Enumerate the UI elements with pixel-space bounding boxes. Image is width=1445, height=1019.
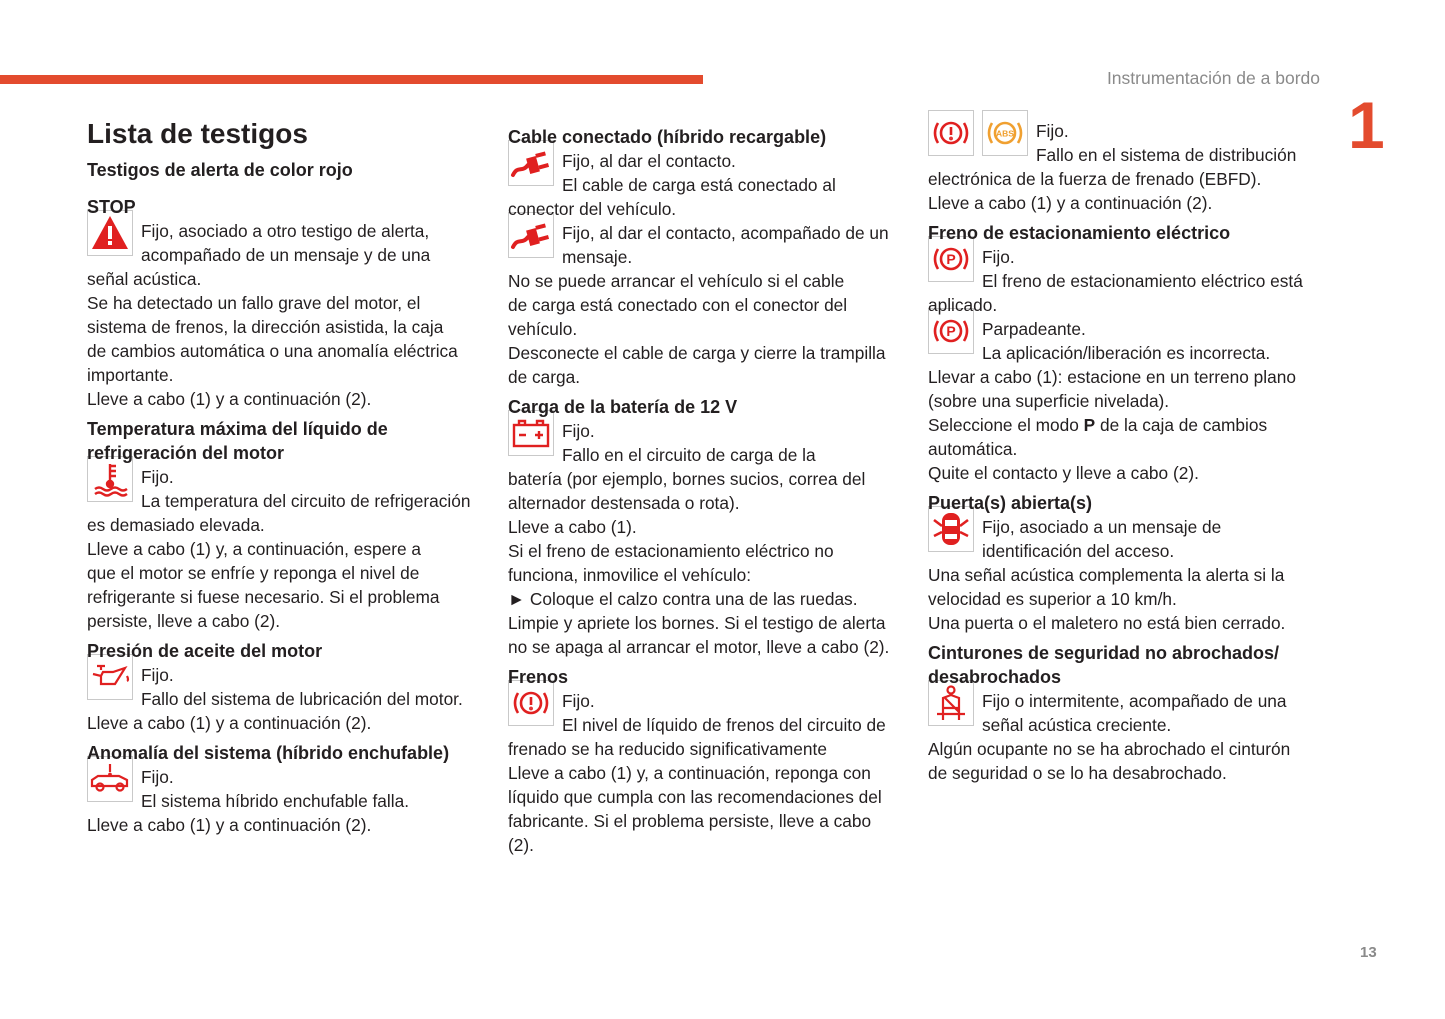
text-line: de cambios automática o una anomalía eléctrica <box>87 341 458 361</box>
column-3 <box>928 119 1323 785</box>
text-line: La temperatura del circuito de refrigeración <box>141 491 471 511</box>
text-line: velocidad es superior a 10 km/h. <box>928 589 1177 609</box>
column-body <box>87 195 487 837</box>
text-line: persiste, lleve a cabo (2). <box>87 611 281 631</box>
heading-line: STOP <box>87 197 136 217</box>
text-line: ► Coloque el calzo contra una de las ruedas. <box>508 589 858 609</box>
text-line: Fijo, asociado a un mensaje de <box>982 517 1222 537</box>
page-number: 13 <box>1360 944 1377 961</box>
column-2 <box>508 119 903 857</box>
warning-entry <box>87 663 487 735</box>
text-line: Fallo en el sistema de distribución <box>1036 145 1297 165</box>
text-line: es demasiado elevada. <box>87 515 265 535</box>
text-line: (2). <box>508 835 534 855</box>
text-line: fabricante. Si el problema persiste, lleve a cabo <box>508 811 872 831</box>
text-line: Lleve a cabo (1) y a continuación (2). <box>87 389 372 409</box>
text-line: vehículo. <box>508 319 578 339</box>
text-line: Si el freno de estacionamiento eléctrico no <box>508 541 834 561</box>
svg-text:ABS: ABS <box>996 128 1014 139</box>
abs-warning-icon <box>982 110 1028 156</box>
text-line: Parpadeante. <box>982 319 1086 339</box>
section-header: Instrumentación de a bordo <box>1106 68 1320 88</box>
text-line: no se apaga al arrancar el motor, lleve a cabo (2). <box>508 637 890 657</box>
brake-warning-icon <box>928 110 974 156</box>
warning-entry <box>928 317 1323 485</box>
chapter-number: 1 <box>1348 88 1385 162</box>
heading-line: Frenos <box>508 667 569 687</box>
text-line: Lleve a cabo (1) y, a continuación, reponga con <box>508 763 871 783</box>
text-line: importante. <box>87 365 174 385</box>
text-line: automática. <box>928 439 1018 459</box>
text-line: Fijo. <box>141 767 174 787</box>
text-line: frenado se ha reducido significativamente <box>508 739 827 759</box>
text-line: Lleve a cabo (1) y a continuación (2). <box>87 815 372 835</box>
text-segment: Seleccione el modo <box>928 415 1084 435</box>
text-line: Lleve a cabo (1) y a continuación (2). <box>928 193 1213 213</box>
text-line: Fijo o intermitente, acompañado de una <box>982 691 1287 711</box>
section-heading <box>508 665 903 689</box>
heading-line: Freno de estacionamiento eléctrico <box>928 223 1231 243</box>
text-line: señal acústica. <box>87 269 202 289</box>
text-line: Fijo. <box>562 421 595 441</box>
column-1 <box>87 119 487 837</box>
text-line: Fijo. <box>982 247 1015 267</box>
svg-text:P: P <box>946 251 956 267</box>
warning-entry <box>928 245 1323 317</box>
text-line: conector del vehículo. <box>508 199 677 219</box>
section-heading <box>928 221 1323 245</box>
text-line: El cable de carga está conectado al <box>562 175 836 195</box>
warning-entry <box>928 515 1323 635</box>
text-line: funciona, inmovilice el vehículo: <box>508 565 752 585</box>
section-heading <box>87 741 487 765</box>
heading-line: Temperatura máxima del líquido de <box>87 419 388 439</box>
warning-icons <box>928 110 1028 156</box>
bold-text: P <box>1083 415 1096 435</box>
text-line: de carga está conectado con el conector del <box>508 295 848 315</box>
text-line: sistema de frenos, la dirección asistida, la caja <box>87 317 444 337</box>
text-line: Fallo en el circuito de carga de la <box>562 445 816 465</box>
text-line: Lleve a cabo (1) y a continuación (2). <box>87 713 372 733</box>
text-line: Fijo. <box>562 691 595 711</box>
text-line: Limpie y apriete los bornes. Si el testigo de alerta <box>508 613 886 633</box>
heading-line: desabrochados <box>928 667 1062 687</box>
section-heading <box>508 125 903 149</box>
heading-line: Cinturones de seguridad no abrochados/ <box>928 643 1280 663</box>
text-line: Lleve a cabo (1). <box>508 517 637 537</box>
page-title: Lista de testigos <box>87 118 308 149</box>
text-line: de carga. <box>508 367 581 387</box>
text-line: Una puerta o el maletero no está bien cerrado. <box>928 613 1286 633</box>
text-line: Lleve a cabo (1) y, a continuación, espere a <box>87 539 421 559</box>
heading-line: Carga de la batería de 12 V <box>508 397 738 417</box>
heading-line: Anomalía del sistema (híbrido enchufable) <box>87 743 450 763</box>
text-line: Fijo, al dar el contacto. <box>562 151 736 171</box>
section-heading <box>928 491 1323 515</box>
text-line: líquido que cumpla con las recomendaciones del <box>508 787 882 807</box>
column-body <box>928 119 1323 785</box>
text-line: que el motor se enfríe y reponga el nivel de <box>87 563 420 583</box>
text-line: alternador destensada o rota). <box>508 493 740 513</box>
text-line: Algún ocupante no se ha abrochado el cinturón <box>928 739 1291 759</box>
text-line: batería (por ejemplo, bornes sucios, correa del <box>508 469 866 489</box>
heading-line: Puerta(s) abierta(s) <box>928 493 1093 513</box>
text-line: Fijo, al dar el contacto, acompañado de un <box>562 223 889 243</box>
section-heading <box>87 195 487 219</box>
text-segment: de la caja de cambios <box>1095 415 1268 435</box>
text-line: refrigerante si fuese necesario. Si el problema <box>87 587 440 607</box>
warning-entry <box>928 119 1323 215</box>
text-line: No se puede arrancar el vehículo si el cable <box>508 271 845 291</box>
text-line: El freno de estacionamiento eléctrico está <box>982 271 1303 291</box>
text-line: Una señal acústica complementa la alerta si la <box>928 565 1285 585</box>
warning-entry <box>508 221 903 389</box>
text-line: electrónica de la fuerza de frenado (EBFD). <box>928 169 1262 189</box>
heading-line: Cable conectado (híbrido recargable) <box>508 127 827 147</box>
text-line: El sistema híbrido enchufable falla. <box>141 791 410 811</box>
section-heading <box>928 641 1323 689</box>
warning-entry <box>87 219 487 411</box>
warning-entry <box>508 149 903 221</box>
text-line: aplicado. <box>928 295 998 315</box>
text-line: Fijo. <box>1036 121 1069 141</box>
text-line: acompañado de un mensaje y de una <box>141 245 431 265</box>
text-line: (sobre una superficie nivelada). <box>928 391 1170 411</box>
section-heading <box>87 639 487 663</box>
page-subtitle: Testigos de alerta de color rojo <box>87 160 353 180</box>
header-accent-bar <box>0 75 703 84</box>
text-line: Fijo, asociado a otro testigo de alerta, <box>141 221 430 241</box>
text-line: Fijo. <box>141 467 174 487</box>
text-line: Desconecte el cable de carga y cierre la trampilla <box>508 343 886 363</box>
heading-line: refrigeración del motor <box>87 443 285 463</box>
text-line: Se ha detectado un fallo grave del motor, el <box>87 293 421 313</box>
section-heading <box>508 395 903 419</box>
warning-entry <box>87 465 487 633</box>
heading-line: Presión de aceite del motor <box>87 641 323 661</box>
text-line: identificación del acceso. <box>982 541 1175 561</box>
warning-entry <box>508 419 903 659</box>
warning-entry <box>87 765 487 837</box>
text-line: mensaje. <box>562 247 633 267</box>
text-line: Fijo. <box>141 665 174 685</box>
text-line: Quite el contacto y lleve a cabo (2). <box>928 463 1199 483</box>
column-body <box>508 125 903 857</box>
warning-entry <box>928 689 1323 785</box>
svg-text:P: P <box>946 323 956 339</box>
warning-entry <box>508 689 903 857</box>
text-line: señal acústica creciente. <box>982 715 1172 735</box>
text-line: El nivel de líquido de frenos del circuito de <box>562 715 886 735</box>
text-line: La aplicación/liberación es incorrecta. <box>982 343 1271 363</box>
text-line <box>928 413 1323 437</box>
section-heading <box>87 417 487 465</box>
text-line: de seguridad o se lo ha desabrochado. <box>928 763 1227 783</box>
text-line: Llevar a cabo (1): estacione en un terreno plano <box>928 367 1296 387</box>
text-line: Fallo del sistema de lubricación del motor. <box>141 689 463 709</box>
